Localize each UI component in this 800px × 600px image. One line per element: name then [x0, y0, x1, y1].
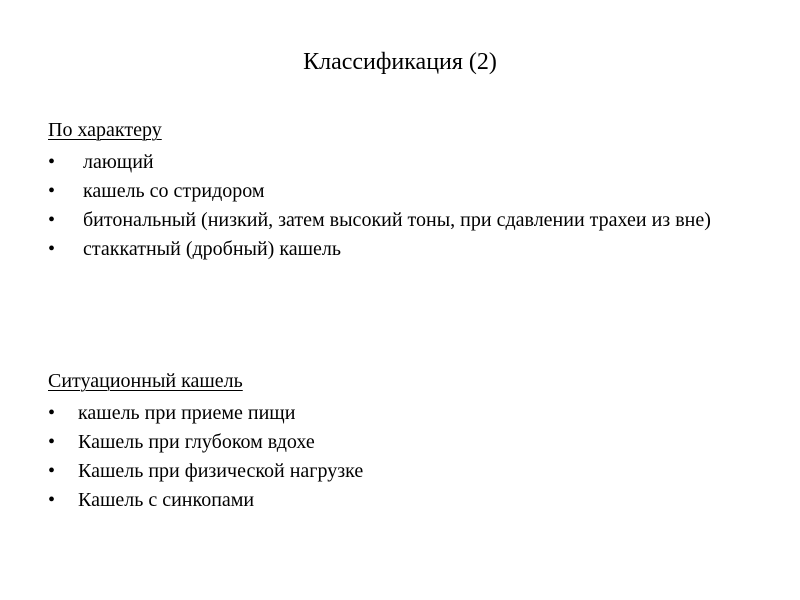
bullet-list [48, 400, 748, 513]
section-by-character [48, 114, 748, 265]
list-item-text: лающий [78, 151, 154, 173]
slide-title: Классификация (2) [303, 49, 497, 75]
bullet-icon: • [48, 209, 56, 231]
bullet-icon: • [48, 489, 56, 511]
section-situational-cough [48, 365, 748, 516]
list-item [48, 458, 748, 484]
list-item-text: Кашель с синкопами [78, 489, 255, 511]
list-item [48, 487, 748, 513]
bullet-icon: • [48, 431, 56, 453]
list-item-text: кашель со стридором [78, 180, 265, 202]
list-item-text: кашель при приеме пищи [78, 402, 296, 424]
bullet-icon: • [48, 460, 56, 482]
list-item [48, 207, 748, 233]
section-heading: По характеру [48, 119, 162, 141]
list-item [48, 149, 748, 175]
bullet-icon: • [48, 151, 56, 173]
list-item [48, 236, 748, 262]
list-item [48, 429, 748, 455]
list-item-text: Кашель при глубоком вдохе [78, 431, 315, 453]
list-item [48, 178, 748, 204]
list-item-text: стаккатный (дробный) кашель [78, 238, 341, 260]
bullet-icon: • [48, 238, 56, 260]
bullet-list [48, 149, 748, 262]
list-item-text: битональный (низкий, затем высокий тоны, при сдавлении трахеи из вне) [78, 209, 711, 231]
bullet-icon: • [48, 402, 56, 424]
section-heading: Ситуационный кашель [48, 370, 243, 392]
list-item [48, 400, 748, 426]
bullet-icon: • [48, 180, 56, 202]
list-item-text: Кашель при физической нагрузке [78, 460, 364, 482]
